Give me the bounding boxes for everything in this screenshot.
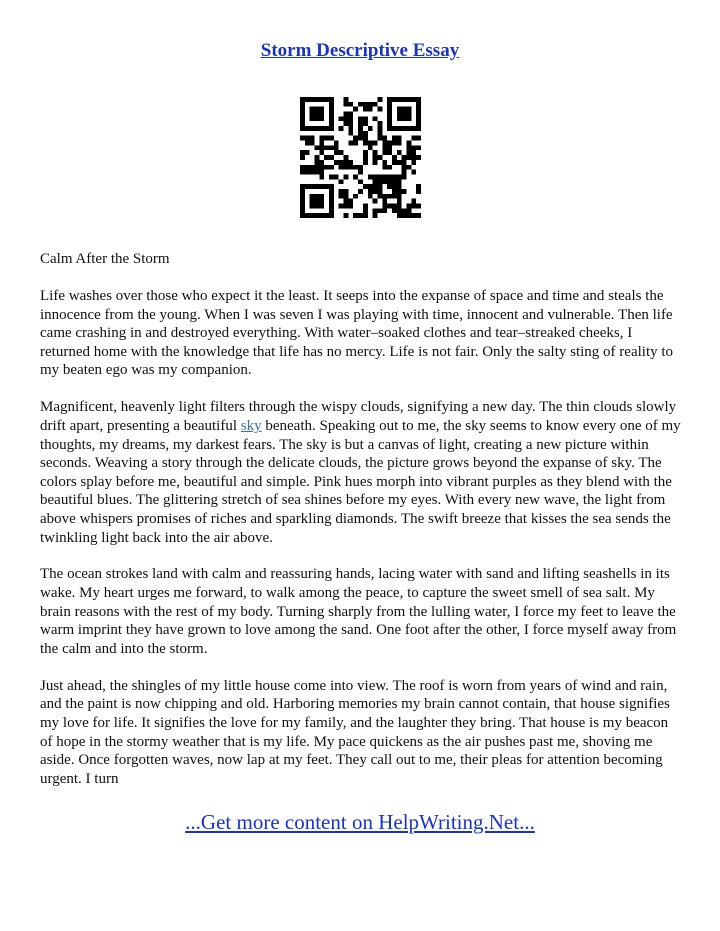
- essay-title-link[interactable]: Storm Descriptive Essay: [260, 40, 460, 61]
- qr-code-icon: [300, 97, 421, 218]
- sky-link[interactable]: sky: [240, 417, 262, 434]
- paragraph-3: The ocean strokes land with calm and reassuring hands, lacing water with sand and lifting seashells in its wake. My heart urges me forward, to walk among the peace, to capture the sweet smell of sea salt. My brain reasons with the rest of my body. Turning sharply from the lulling water, I force my feet to leave the warm imprint they have grown to love among the sand. One foot after the other, I force myself away from the calm and into the storm.: [40, 566, 677, 657]
- paragraph-4: Just ahead, the shingles of my little house come into view. The roof is worn from years of wind and rain, and the paint is now chipping and old. Harboring memories my brain cannot contain, that house signifies my love for life. It signifies the love for my family, and the laughter they bring. That house is my beacon of hope in the stormy weather that is my life. My pace quickens as the air pushes past me, shoving me aside. Once forgotten waves, now lap at my feet. They call out to me, their pleas for attention becoming urgent. I turn: [40, 677, 670, 787]
- paragraph-2-text-end: beneath. Speaking out to me, the sky seems to know every one of my thoughts, my dreams, my darkest fears. The sky is but a canvas of light, creating a new picture within seconds. Weaving a story through the delicate clouds, the picture grows beyond the expanse of sky. The colors splay before me, beautiful and simple. Pink hues morph into vibrant purples as they blend with the beautiful blues. The glittering stretch of sea shines before my eyes. With every new wave, the light from above whispers promises of riches and sparkling diamonds. The swift breeze that kisses the sea sends the twinkling light back into the air above.: [40, 417, 681, 546]
- essay-heading: Calm After the Storm: [40, 251, 170, 267]
- essay-body: [40, 250, 682, 807]
- paragraph-1: Life washes over those who expect it the least. It seeps into the expanse of space and time and steals the innocence from the young. When I was seven I was playing with time, innocent and vulnerable. Then life came crashing in and destroyed everything. With water–soaked clothes and tear–streaked cheeks, I returned home with the knowledge that life has no mercy. Life is not fair. Only the salty sting of reality to my beaten ego was my companion.: [40, 287, 674, 379]
- get-more-content-link[interactable]: ...Get more content on HelpWriting.Net...: [185, 810, 535, 834]
- paragraph-2-text-start: Magnificent, heavenly light filters through the wispy clouds, signifying a new day. The thin clouds slowly drift apart, presenting a beautiful: [40, 399, 677, 434]
- paragraph-2: [40, 398, 682, 547]
